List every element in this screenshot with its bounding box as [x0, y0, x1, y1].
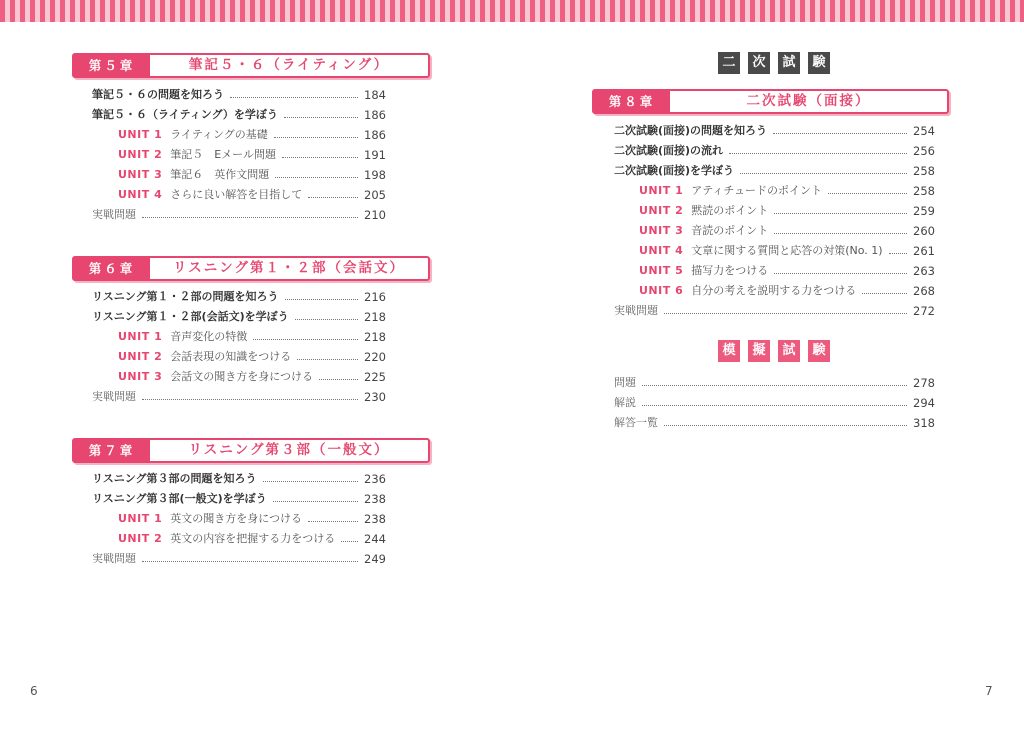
chapter-number: 第８章 — [594, 91, 670, 112]
section-heading-second-exam: 二 次 試 験 — [718, 52, 830, 74]
decorative-top-stripe — [0, 0, 1024, 22]
toc-unit-entry[interactable]: UNIT 1 アティチュードのポイント 258 — [639, 184, 935, 198]
chapter-title: リスニング第３部（一般文） — [188, 442, 390, 458]
toc-entry[interactable]: 二次試験(面接)の流れ 256 — [614, 144, 935, 158]
toc-unit-entry[interactable]: UNIT 6 自分の考えを説明する力をつける 268 — [639, 284, 935, 298]
toc-unit-entry[interactable]: UNIT 2 会話表現の知識をつける 220 — [118, 350, 386, 364]
chapter-5-header — [72, 53, 430, 78]
chapter-7-header — [72, 438, 430, 463]
chapter-6-header — [72, 256, 430, 281]
toc-entry[interactable]: 筆記５・６（ライティング）を学ぼう 186 — [92, 108, 386, 122]
chapter-title: リスニング第１・２部（会話文） — [173, 260, 405, 276]
section-heading-mock-exam: 模 擬 試 験 — [718, 340, 830, 362]
chapter-title: 筆記５・６（ライティング） — [188, 57, 390, 73]
toc-entry[interactable]: リスニング第１・２部(会話文)を学ぼう 218 — [92, 310, 386, 324]
toc-unit-entry[interactable]: UNIT 2 筆記５ Eメール問題 191 — [118, 148, 386, 162]
toc-entry[interactable]: 実戦問題 230 — [92, 390, 386, 404]
toc-unit-entry[interactable]: UNIT 2 黙読のポイント 259 — [639, 204, 935, 218]
page-number-left: 6 — [30, 684, 38, 698]
toc-entry[interactable]: 二次試験(面接)の問題を知ろう 254 — [614, 124, 935, 138]
toc-entry[interactable]: 解答一覧 318 — [614, 416, 935, 430]
toc-entry[interactable]: 実戦問題 272 — [614, 304, 935, 318]
toc-entry[interactable]: 解説 294 — [614, 396, 935, 410]
chapter-8-header — [592, 89, 949, 114]
toc-unit-entry[interactable]: UNIT 2 英文の内容を把握する力をつける 244 — [118, 532, 386, 546]
toc-entry[interactable]: リスニング第３部(一般文)を学ぼう 238 — [92, 492, 386, 506]
toc-entry[interactable]: 筆記５・６の問題を知ろう 184 — [92, 88, 386, 102]
toc-entry[interactable]: リスニング第１・２部の問題を知ろう 216 — [92, 290, 386, 304]
chapter-number: 第６章 — [74, 258, 150, 279]
toc-entry[interactable]: 問題 278 — [614, 376, 935, 390]
chapter-number: 第７章 — [74, 440, 150, 461]
toc-unit-entry[interactable]: UNIT 3 音読のポイント 260 — [639, 224, 935, 238]
toc-unit-entry[interactable]: UNIT 1 音声変化の特徴 218 — [118, 330, 386, 344]
toc-unit-entry[interactable]: UNIT 3 会話文の聞き方を身につける 225 — [118, 370, 386, 384]
toc-unit-entry[interactable]: UNIT 5 描写力をつける 263 — [639, 264, 935, 278]
toc-unit-entry[interactable]: UNIT 4 さらに良い解答を目指して 205 — [118, 188, 386, 202]
chapter-title: 二次試験（面接） — [746, 93, 871, 109]
toc-entry[interactable]: リスニング第３部の問題を知ろう 236 — [92, 472, 386, 486]
chapter-number: 第５章 — [74, 55, 150, 76]
page-number-right: 7 — [985, 684, 993, 698]
toc-entry[interactable]: 二次試験(面接)を学ぼう 258 — [614, 164, 935, 178]
toc-unit-entry[interactable]: UNIT 1 ライティングの基礎 186 — [118, 128, 386, 142]
toc-unit-entry[interactable]: UNIT 3 筆記６ 英作文問題 198 — [118, 168, 386, 182]
toc-unit-entry[interactable]: UNIT 4 文章に関する質問と応答の対策(No. 1) 261 — [639, 244, 935, 258]
toc-entry[interactable]: 実戦問題 249 — [92, 552, 386, 566]
toc-unit-entry[interactable]: UNIT 1 英文の聞き方を身につける 238 — [118, 512, 386, 526]
toc-entry[interactable]: 実戦問題 210 — [92, 208, 386, 222]
